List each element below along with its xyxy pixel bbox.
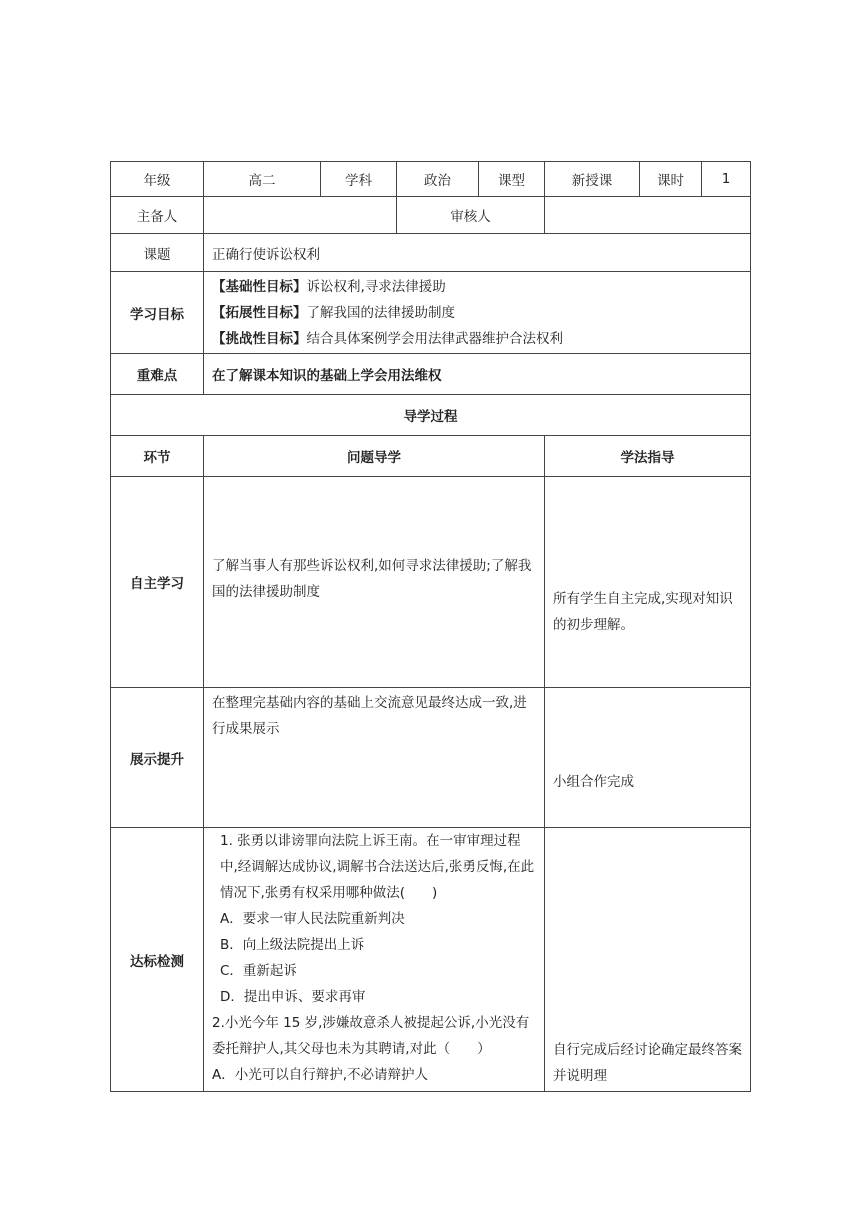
key-points-value: 在了解课本知识的基础上学会用法维权 <box>204 354 751 395</box>
process-header-row <box>111 436 751 477</box>
question-1-stem: 1. 张勇以诽谤罪向法院上诉王南。在一审审理过程中,经调解达成协议,调解书合法送达后,张勇反悔,在此情况下,张勇有权采用哪种做法( ) <box>220 833 535 901</box>
header-row <box>111 162 751 197</box>
preparer-row <box>111 197 751 234</box>
method-text: 小组合作完成 <box>545 688 751 828</box>
question-1-option: A．要求一审人民法院重新判决 <box>220 911 405 927</box>
col-method-header: 学法指导 <box>545 436 751 477</box>
quiz-content <box>204 828 545 1092</box>
col-questions-header: 问题导学 <box>204 436 545 477</box>
objective-text: 诉讼权利,寻求法律援助 <box>306 278 446 295</box>
objective-challenge <box>212 326 742 352</box>
lesson-type-value: 新授课 <box>545 162 640 197</box>
stage-label: 达标检测 <box>111 828 204 1092</box>
grade-value: 高二 <box>204 162 321 197</box>
topic-row <box>111 234 751 272</box>
reviewer-value <box>545 197 751 234</box>
subject-label: 学科 <box>321 162 397 197</box>
question-1-option: B．向上级法院提出上诉 <box>220 937 365 953</box>
objective-extended <box>212 300 742 326</box>
lesson-type-label: 课型 <box>479 162 545 197</box>
preparer-value <box>204 197 397 234</box>
key-points-row <box>111 354 751 395</box>
objectives-row <box>111 272 751 354</box>
question-text: 在整理完基础内容的基础上交流意见最终达成一致,进行成果展示 <box>204 688 545 828</box>
process-title-row <box>111 395 751 436</box>
question-2-stem: 2.小光今年 15 岁,涉嫌故意杀人被提起公诉,小光没有委托辩护人,其父母也未为其聘请,对此（ ） <box>212 1015 530 1057</box>
question-text: 了解当事人有那些诉讼权利,如何寻求法律援助;了解我国的法律援助制度 <box>204 477 545 688</box>
question-1-option: C．重新起诉 <box>220 963 297 979</box>
stage-label: 自主学习 <box>111 477 204 688</box>
objective-tag: 【挑战性目标】 <box>212 330 307 347</box>
subject-value: 政治 <box>397 162 479 197</box>
objective-tag: 【基础性目标】 <box>212 278 307 295</box>
stage-label: 展示提升 <box>111 688 204 828</box>
objectives-list <box>204 272 751 354</box>
objective-basic <box>212 274 742 300</box>
grade-label: 年级 <box>111 162 204 197</box>
stage-row-self-study <box>111 477 751 688</box>
topic-value: 正确行使诉讼权利 <box>204 234 751 272</box>
question-2-option: A．小光可以自行辩护,不必请辩护人 <box>212 1067 429 1083</box>
objective-tag: 【拓展性目标】 <box>212 304 307 321</box>
process-title: 导学过程 <box>111 395 751 436</box>
class-hours-value: 1 <box>702 162 751 197</box>
reviewer-label: 审核人 <box>397 197 545 234</box>
objectives-label: 学习目标 <box>111 272 204 354</box>
key-points-label: 重难点 <box>111 354 204 395</box>
topic-label: 课题 <box>111 234 204 272</box>
class-hours-label: 课时 <box>640 162 702 197</box>
stage-row-assessment <box>111 828 751 1092</box>
lesson-plan-table <box>110 161 751 1092</box>
preparer-label: 主备人 <box>111 197 204 234</box>
objective-text: 了解我国的法律援助制度 <box>306 304 455 321</box>
method-text: 所有学生自主完成,实现对知识的初步理解。 <box>545 477 751 688</box>
col-stage-header: 环节 <box>111 436 204 477</box>
objective-text: 结合具体案例学会用法律武器维护合法权利 <box>306 330 563 347</box>
stage-row-presentation <box>111 688 751 828</box>
question-1-option: D．提出申诉、要求再审 <box>220 989 366 1005</box>
method-text: 自行完成后经讨论确定最终答案并说明理 <box>545 828 751 1092</box>
